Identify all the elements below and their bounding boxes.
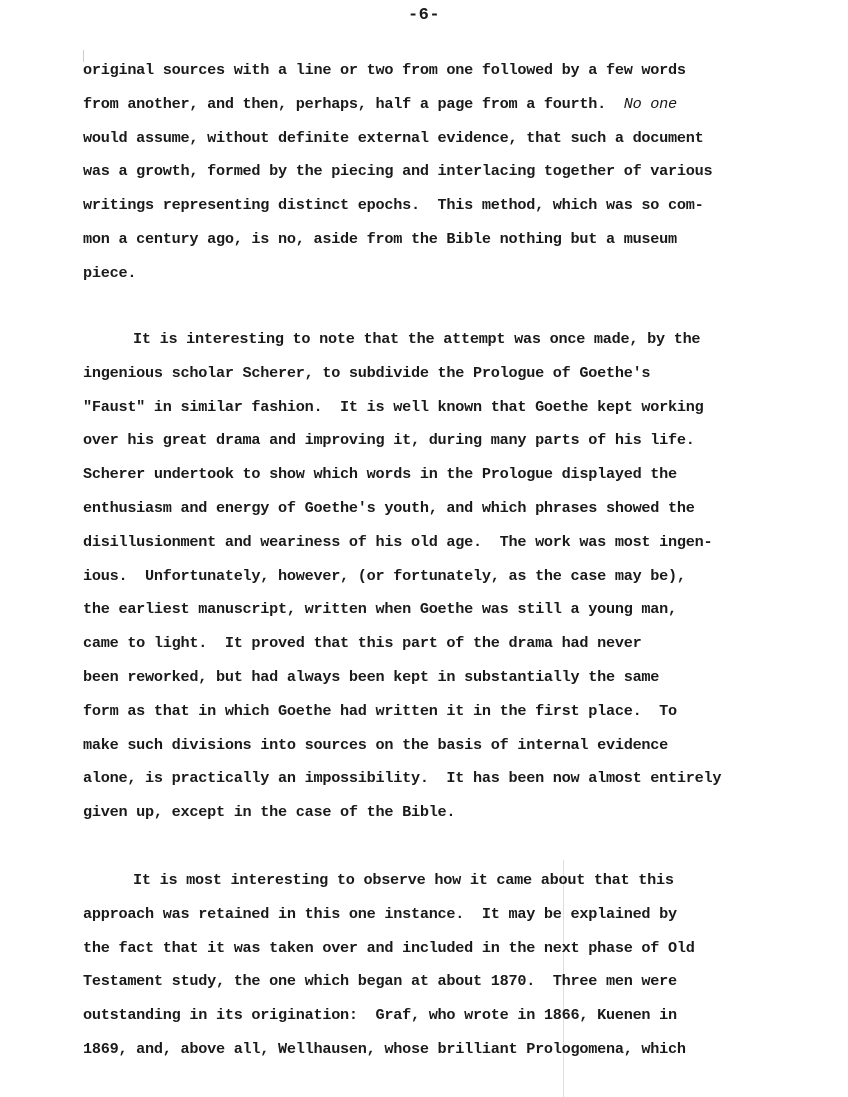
paragraph-1 — [83, 54, 823, 291]
text-line: the earliest manuscript, written when Goethe was still a young man, — [83, 600, 677, 619]
text-line: been reworked, but had always been kept in substantially the same — [83, 667, 660, 686]
text-line: It is most interesting to observe how it came about that this — [133, 871, 674, 889]
text-line: ious. Unfortunately, however, (or fortunately, as the case may be), — [83, 566, 686, 585]
page-number: -6- — [407, 6, 441, 25]
text-line: came to light. It proved that this part of the drama had never — [83, 634, 642, 653]
text-line: over his great drama and improving it, during many parts of his life. — [83, 431, 695, 450]
text-line: outstanding in its origination: Graf, who wrote in 1866, Kuenen in — [83, 1006, 677, 1025]
paragraph-2 — [83, 323, 823, 830]
text-line: piece. — [83, 263, 137, 282]
text-line: original sources with a line or two from one followed by a few words — [83, 61, 686, 79]
text-line: alone, is practically an impossibility. It has been now almost entirely — [83, 769, 722, 788]
text-line: was a growth, formed by the piecing and interlacing together of various — [83, 162, 713, 181]
text-line: "Faust" in similar fashion. It is well known that Goethe kept working — [83, 397, 704, 416]
text-line: disillusionment and weariness of his old age. The work was most ingen- — [83, 532, 713, 551]
text-line: form as that in which Goethe had written it in the first place. To — [83, 701, 677, 720]
text-line: Testament study, the one which began at about 1870. Three men were — [83, 972, 677, 991]
text-line: enthusiasm and energy of Goethe's youth, and which phrases showed the — [83, 498, 695, 517]
text-line: given up, except in the case of the Bible. — [83, 803, 456, 822]
text-line: mon a century ago, is no, aside from the Bible nothing but a museum — [83, 229, 677, 248]
paragraph-3 — [83, 864, 823, 1067]
text-line: would assume, without definite external evidence, that such a document — [83, 128, 704, 147]
text-line — [83, 88, 823, 122]
text-line: Scherer undertook to show which words in the Prologue displayed the — [83, 465, 677, 484]
text-line: approach was retained in this one instance. It may be explained by — [83, 904, 677, 923]
text-line: the fact that it was taken over and included in the next phase of Old — [83, 938, 695, 957]
text-line: make such divisions into sources on the basis of internal evidence — [83, 735, 669, 754]
text-line: ingenious scholar Scherer, to subdivide the Prologue of Goethe's — [83, 363, 651, 382]
text-line: writings representing distinct epochs. This method, which was so com- — [83, 196, 704, 215]
text-line: 1869, and, above all, Wellhausen, whose brilliant Prologomena, which — [83, 1039, 686, 1058]
text-line: It is interesting to note that the attempt was once made, by the — [133, 330, 701, 348]
italic-phrase: No one — [623, 94, 677, 113]
text-line-main: from another, and then, perhaps, half a page from a fourth. — [83, 94, 606, 113]
